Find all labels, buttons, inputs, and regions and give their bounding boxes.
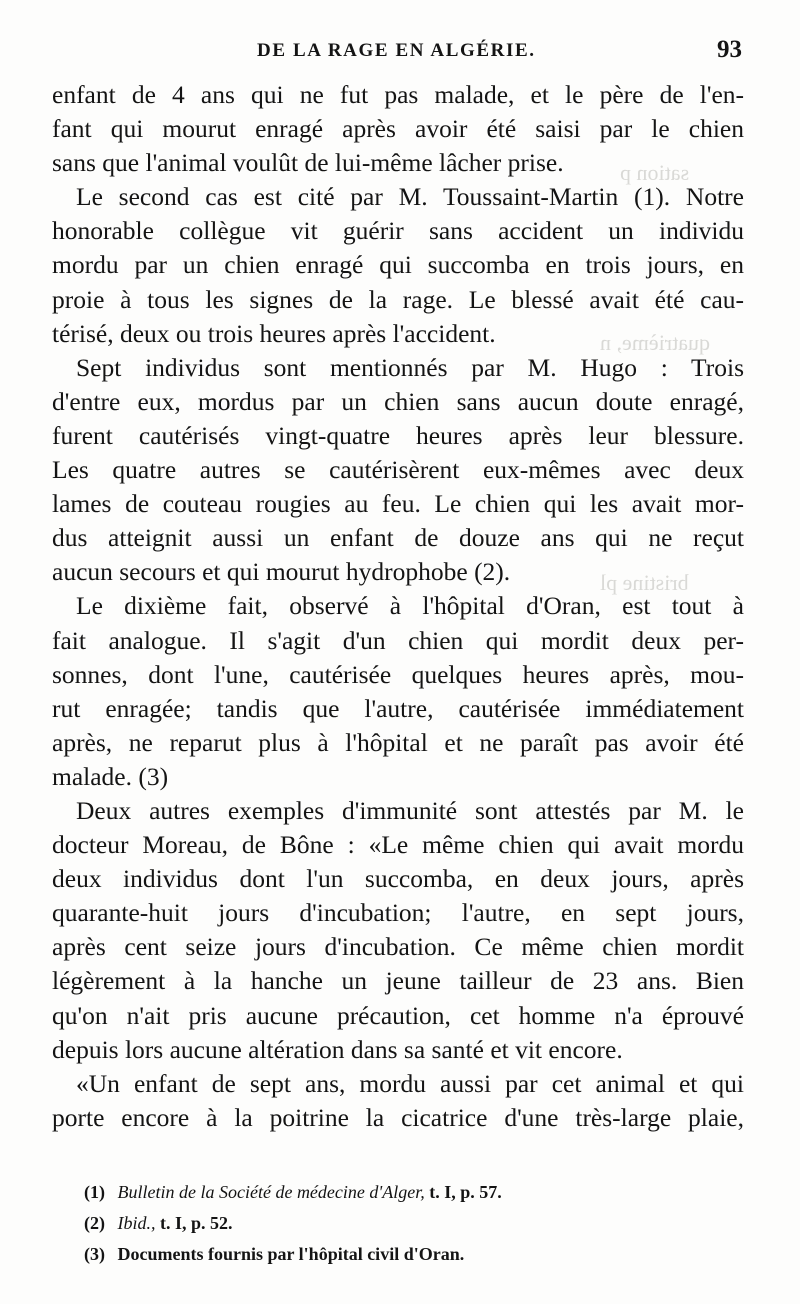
text-line: fait analogue. Il s'agit d'un chien qui mordit deux per- [52,625,744,655]
footnote-mark: (1) [84,1182,105,1202]
footnote-1 [84,1177,724,1208]
text-line: «Un enfant de sept ans, mordu aussi par cet animal et qui [76,1068,744,1098]
text-line: dus atteignit aussi un enfant de douze ans qui ne reçut [52,523,744,553]
text-line: mordu par un chien enragé qui succomba en trois jours, en [52,250,744,280]
text-line: docteur Moreau, de Bône : «Le même chien qui avait mordu [52,830,744,860]
footnote-2 [84,1208,724,1239]
running-title: DE LA RAGE EN ALGÉRIE. [257,40,536,61]
text-line: légèrement à la hanche un jeune tailleur de 23 ans. Bien [52,966,744,996]
text-line: lames de couteau rougies au feu. Le chien qui les avait mor- [52,489,744,519]
bleed-through-decoration: quatrième, n [600,330,710,355]
text-line: enfant de 4 ans qui ne fut pas malade, et le père de l'en- [52,80,744,109]
text-line: fant qui mourut enragé après avoir été saisi par le chien [52,114,744,144]
text-line: Sept individus sont mentionnés par M. Hugo : Trois [76,352,744,382]
text-line: térisé, deux ou trois heures après l'accident. [52,318,496,348]
page-header [52,36,742,70]
text-line: deux individus dont l'un succomba, en deux jours, après [52,864,744,894]
footnote-title: Ibid., [117,1213,156,1233]
text-line: honorable collègue vit guérir sans accident un individu [52,216,744,246]
footnote-3 [84,1239,724,1270]
footnote-text: Documents fournis par l'hôpital civil d'Oran. [117,1244,465,1264]
text-line: furent cautérisés vingt-quatre heures après leur blessure. [52,420,744,450]
text-line: quarante-huit jours d'incubation; l'autre, en sept jours, [52,898,744,928]
footnote-title: Bulletin de la Société de médecine d'Alger, [117,1182,425,1202]
text-line: Deux autres exemples d'immunité sont attestés par M. le [76,795,744,825]
text-line: aucun secours et qui mourut hydrophobe (2). [52,557,511,587]
text-line: Le second cas est cité par M. Toussaint-Martin (1). Notre [76,182,744,212]
text-line: Les quatre autres se cautérisèrent eux-mêmes avec deux [52,455,744,485]
text-line: qu'on n'ait pris aucune précaution, cet homme n'a éprouvé [52,1000,744,1030]
text-line: après, ne reparut plus à l'hôpital et ne paraît pas avoir été [52,727,744,757]
text-line: porte encore à la poitrine la cicatrice d'une très-large plaie, [52,1102,744,1132]
page-number: 93 [717,36,742,63]
footnote-reference: t. I, p. 57. [429,1182,502,1202]
text-line: proie à tous les signes de la rage. Le blessé avait été cau- [52,284,744,314]
footnote-mark: (2) [84,1213,105,1233]
body-text [52,78,744,1135]
text-line: depuis lors aucune altération dans sa santé et vit encore. [52,1034,623,1064]
text-line: d'entre eux, mordus par un chien sans aucun doute enragé, [52,386,744,416]
text-line: sonnes, dont l'une, cautérisée quelques heures après, mou- [52,659,744,689]
footnote-reference: t. I, p. 52. [160,1213,233,1233]
text-line: rut enragée; tandis que l'autre, cautérisée immédiatement [52,693,744,723]
text-line: malade. (3) [52,761,169,791]
footnote-mark: (3) [84,1244,105,1264]
text-line: après cent seize jours d'incubation. Ce même chien mordit [52,932,744,962]
bleed-through-decoration: bristine pl [600,570,689,595]
text-line: Le dixième fait, observé à l'hôpital d'Oran, est tout à [76,591,744,621]
footnotes [84,1177,724,1270]
text-line: sans que l'animal voulût de lui-même lâcher prise. [52,148,564,178]
bleed-through-decoration: sation p [620,160,690,185]
